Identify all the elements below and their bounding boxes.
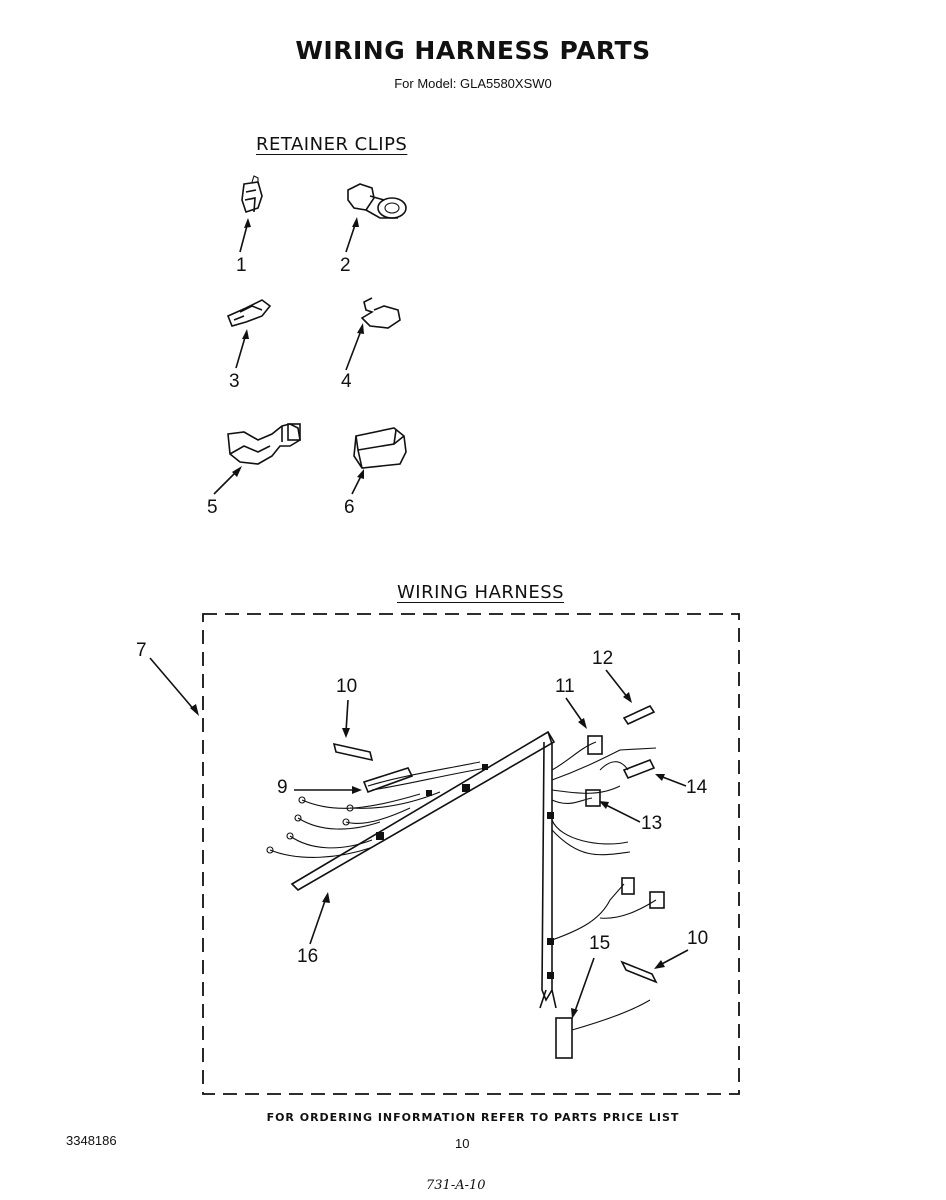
callout-12-arrow bbox=[606, 670, 628, 698]
wiring-harness-icon bbox=[267, 706, 664, 1058]
callout-16-arrow bbox=[310, 898, 326, 944]
page-title: WIRING HARNESS PARTS bbox=[295, 36, 651, 65]
callout-13-arrow bbox=[604, 804, 640, 822]
retainer-clip-icon bbox=[228, 424, 300, 464]
callout-15-arrow bbox=[574, 958, 594, 1014]
clip-label-5: 5 bbox=[207, 497, 218, 518]
clip-4-arrow bbox=[346, 328, 362, 370]
callout-13: 13 bbox=[641, 813, 663, 834]
model-number: For Model: GLA5580XSW0 bbox=[394, 76, 552, 91]
page-number: 10 bbox=[455, 1136, 470, 1151]
callout-10-left-arrow bbox=[346, 700, 348, 732]
arrowhead bbox=[352, 217, 359, 227]
callout-7-arrow bbox=[150, 658, 196, 712]
callout-16: 16 bbox=[297, 946, 319, 967]
retainer-clip-icon bbox=[242, 176, 262, 212]
clip-label-3: 3 bbox=[229, 371, 240, 392]
arrowhead bbox=[244, 218, 251, 228]
callout-10-left: 10 bbox=[336, 676, 358, 697]
callout-14: 14 bbox=[686, 777, 708, 798]
callout-15: 15 bbox=[589, 933, 611, 954]
retainer-clips-heading: RETAINER CLIPS bbox=[256, 134, 408, 155]
arrowhead bbox=[242, 329, 249, 339]
handwritten-note: 731-A-10 bbox=[426, 1178, 486, 1193]
callout-14-arrow bbox=[660, 776, 686, 786]
retainer-clip-icon bbox=[348, 184, 406, 218]
clip-label-4: 4 bbox=[341, 371, 352, 392]
clip-label-6: 6 bbox=[344, 497, 355, 518]
wiring-harness-heading: WIRING HARNESS bbox=[397, 582, 565, 603]
retainer-clip-icon bbox=[362, 298, 400, 328]
callout-9: 9 bbox=[277, 777, 288, 798]
ordering-info: FOR ORDERING INFORMATION REFER TO PARTS PRICE LIST bbox=[266, 1111, 680, 1124]
clip-label-1: 1 bbox=[236, 255, 247, 276]
clip-3-arrow bbox=[236, 334, 246, 368]
clip-label-2: 2 bbox=[340, 255, 351, 276]
callout-10-right: 10 bbox=[687, 928, 709, 949]
document-number: 3348186 bbox=[66, 1133, 117, 1148]
retainer-clip-icon bbox=[228, 300, 270, 326]
callout-7: 7 bbox=[136, 640, 147, 661]
callout-11: 11 bbox=[555, 676, 575, 697]
callout-12: 12 bbox=[592, 648, 614, 669]
retainer-clip-icon bbox=[354, 428, 406, 468]
arrowhead bbox=[357, 323, 364, 334]
arrowhead bbox=[357, 469, 364, 479]
